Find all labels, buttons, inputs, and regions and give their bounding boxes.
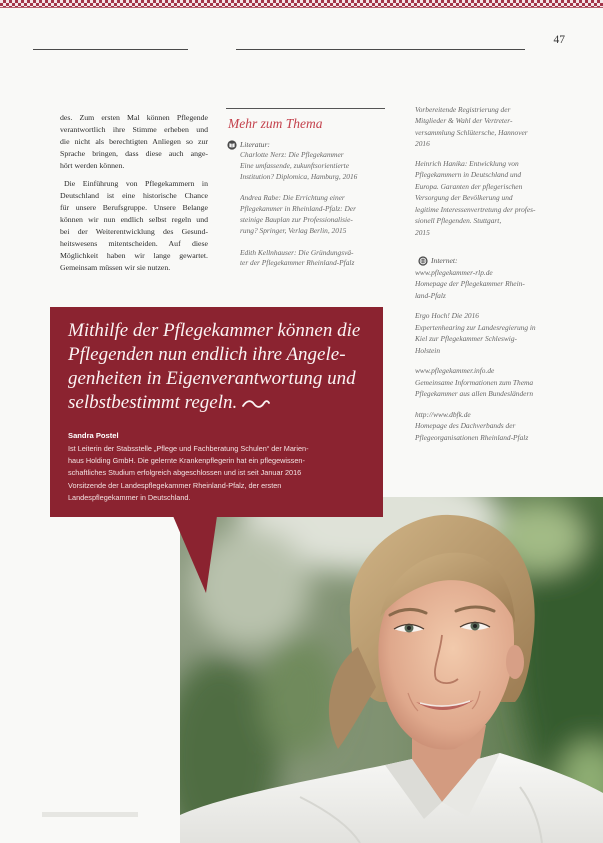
body-text-line: Die Einführung von Pflegekammern in xyxy=(64,179,208,188)
entry-line: Eine umfassende, zukunftsorientierte xyxy=(240,160,349,170)
entry-line: Edith Kellnhauser: Die Gründungsvä- xyxy=(240,247,354,257)
entry-line: Pflegeorganisationen Rheinland-Pfalz xyxy=(415,432,529,442)
entry-line: Mitglieder & Wahl der Vertreter- xyxy=(415,116,513,125)
internet-entry xyxy=(415,267,563,302)
quote-line: genheiten in Eigenverantwortung und xyxy=(68,368,356,389)
body-text-line: können wir nun endlich selbst regeln und xyxy=(60,215,208,224)
body-text-line: hört werden können. xyxy=(60,161,125,170)
entry-line: Homepage des Dachverbands der xyxy=(415,421,516,430)
internet-entry xyxy=(415,409,563,444)
entry-line: Homepage der Pflegekammer Rhein- xyxy=(415,279,525,288)
quote-line: Mithilfe der Pflegekammer können die xyxy=(68,320,361,341)
entry-line: Expertenhearing zur Landesregierung in xyxy=(415,322,536,332)
body-text-line: Sprache bringen, dass diese auch ange- xyxy=(60,149,208,158)
body-text-line: bei der Weiterentwicklung des Gesund- xyxy=(60,227,208,236)
quote-line: Pflegenden nun endlich ihre Angele- xyxy=(68,344,346,365)
bio-line: haus Holding GmbH. Die gelernte Krankenpflegerin hat ein pflegewissen- xyxy=(68,456,305,466)
header-rule-right xyxy=(236,49,525,50)
entry-line: Charlotte Nerz: Die Pflegekammer xyxy=(240,150,344,159)
internet-entry xyxy=(415,365,563,400)
entry-line: Versorgung der Bevölkerung und xyxy=(415,193,513,202)
entry-line: 2016 xyxy=(415,139,430,148)
entry-line: versammlung Schlütersche, Hannover xyxy=(415,127,528,137)
portrait-photo xyxy=(180,497,603,843)
entry-line: Gemeinsame Informationen zum Thema xyxy=(415,377,534,387)
author-name: Sandra Postel xyxy=(68,431,119,440)
quote-box xyxy=(50,307,383,517)
sidebar-top-rule xyxy=(226,108,385,109)
internet-entry xyxy=(415,310,563,356)
bio-line: schaftliches Studium erfolgreich abgeschlossen und ist seit Januar 2016 xyxy=(68,468,302,478)
literature-label: Literatur: xyxy=(240,140,270,149)
bio-line: Landespflegekammer in Deutschland. xyxy=(68,492,191,502)
link-url[interactable]: www.pflegekammer.info.de xyxy=(415,366,495,375)
body-text-column xyxy=(60,112,208,280)
entry-line: Europa. Garanten der pflegerischen xyxy=(415,181,523,191)
footer-mark xyxy=(42,812,138,817)
entry-line: sionell Pflegenden. Stuttgart, xyxy=(415,216,502,225)
entry-line: legitime Interessenvertretung der profes- xyxy=(415,204,536,214)
header-rule-left xyxy=(33,49,188,50)
body-paragraph xyxy=(60,112,208,172)
bio-line: Ist Leiterin der Stabsstelle „Pflege und Fachberatung Schulen“ der Marien- xyxy=(68,444,309,453)
body-text-line: Möglichkeit haben wir lange gewartet. xyxy=(60,251,208,260)
literature-entry xyxy=(415,158,563,239)
page-number: 47 xyxy=(553,34,565,46)
entry-line: Holstein xyxy=(415,345,441,355)
speech-bubble-tail xyxy=(165,516,225,596)
body-text-line: verantwortlich ihre Stimme erheben und xyxy=(60,125,208,134)
decorative-top-border xyxy=(0,0,603,8)
literature-entry xyxy=(240,193,385,236)
link-url[interactable]: www.pflegekammer-rlp.de xyxy=(415,267,493,277)
sidebar-heading: Mehr zum Thema xyxy=(228,116,323,131)
body-text-line: Gemeinsam müssen wir sie nutzen. xyxy=(60,263,171,272)
body-text-line: Deutschland ist eine historische Chance xyxy=(60,191,208,200)
literature-entry xyxy=(415,104,563,150)
book-icon xyxy=(227,140,237,150)
entry-line: steinige Bauplan zur Professionalisie- xyxy=(240,214,353,224)
body-paragraph xyxy=(60,178,208,274)
body-text-line: für unsere Berufsgruppe. Unsere Belange xyxy=(60,203,208,212)
quote-line: selbstbestimmt regeln. xyxy=(68,392,238,413)
body-text-line: heitswesens mitentscheiden. Auf diese xyxy=(60,239,208,248)
pull-quote xyxy=(68,319,378,415)
entry-line: Institution? Diplomica, Hamburg, 2016 xyxy=(240,171,358,181)
internet-label: Internet: xyxy=(431,256,458,265)
swirl-icon xyxy=(242,398,270,410)
bio-line: Vorsitzende der Landespflegekammer Rheinland-Pfalz, der ersten xyxy=(68,480,282,490)
entry-line: Vorbereitende Registrierung der xyxy=(415,104,511,114)
literature-list xyxy=(240,150,385,280)
body-text-line: des. Zum ersten Mal können Pflegende xyxy=(60,113,208,122)
entry-line: Kiel zur Pflegekammer Schleswig- xyxy=(415,334,518,343)
literature-entry xyxy=(240,248,385,270)
literature-entry xyxy=(240,150,385,182)
entry-line: Pflegekammer in Rheinland-Pfalz: Der xyxy=(240,204,356,214)
link-url[interactable]: http://www.dbfk.de xyxy=(415,409,471,419)
entry-line: rung? Springer, Verlag Berlin, 2015 xyxy=(240,225,347,235)
entry-line: Heinrich Hanika: Entwicklung von xyxy=(415,158,519,168)
entry-line: 2015 xyxy=(415,227,430,237)
author-bio xyxy=(68,443,378,504)
body-text-line: die nicht als berechtigten Anliegen so zur xyxy=(60,137,208,146)
entry-line: Ergo Hoch! Die 2016 xyxy=(415,311,479,320)
entry-line: Pflegekammer aus allen Bundesländern xyxy=(415,389,534,398)
quote-line-last xyxy=(68,391,378,415)
literature-list-continued xyxy=(415,104,563,247)
entry-line: land-Pfalz xyxy=(415,290,446,300)
entry-line: Andrea Rabe: Die Errichtung einer xyxy=(240,193,345,203)
entry-line: ter der Pflegekammer Rheinland-Pfalz xyxy=(240,258,355,268)
entry-line: Pflegekammern in Deutschland und xyxy=(415,170,522,179)
internet-link-list xyxy=(415,267,563,453)
globe-icon xyxy=(418,256,428,266)
